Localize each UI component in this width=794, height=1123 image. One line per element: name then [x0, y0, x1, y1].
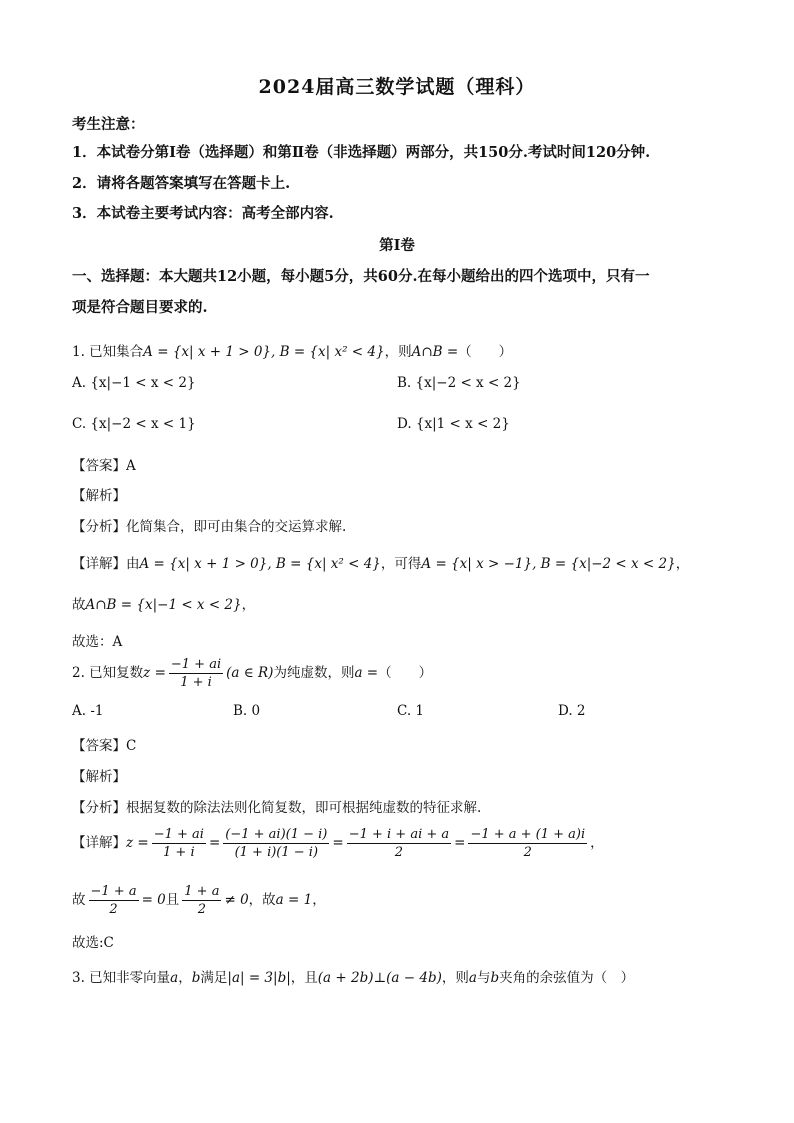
q2-so-mid: ，故 [248, 892, 276, 908]
q1-option-b: B. {x|−2 < x < 2} [397, 375, 521, 391]
q2-option-c: C. 1 [397, 703, 425, 719]
q1-option-c: C. {x|−2 < x < 1} [72, 416, 196, 432]
q2-so-and: 且 [165, 892, 180, 908]
q2-detail-frac-4 [468, 826, 587, 861]
part-one-line-2: 项是符合题目要求的. [72, 299, 208, 316]
q2-detail-prefix: 【详解】 [72, 835, 126, 851]
q1-stem [72, 340, 512, 360]
q3-vector-b: b [191, 970, 201, 986]
q2-z-label: z = [143, 665, 166, 681]
q3-stem-prefix: 3. 已知非零向量 [72, 970, 171, 986]
page-title: 2024届高三数学试题（理科） [258, 76, 536, 98]
q2-so [72, 883, 326, 918]
q1-detail-prefix: 【详解】由 [72, 556, 140, 572]
q1-stem-math2: A∩B = [411, 344, 459, 360]
q1-so-math: A∩B = {x|−1 < x < 2} [85, 597, 242, 613]
q1-answer: 【答案】A [72, 458, 136, 474]
q2-cond: (a ∈ R) [226, 665, 274, 681]
q2-detail-frac-4-den: 2 [523, 845, 532, 860]
q2-detail-frac-3-num: −1 + i + ai + a [348, 827, 450, 842]
q2-option-b: B. 0 [233, 703, 261, 719]
q2-detail-frac-1 [152, 826, 206, 861]
notice-heading: 考生注意： [72, 116, 145, 133]
q2-fraction [169, 656, 223, 691]
q2-answer: 【答案】C [72, 738, 137, 754]
q2-stem-math: a = [354, 665, 379, 681]
q1-stem-suffix: ，则 [384, 344, 412, 360]
q1-so-prefix: 故 [72, 597, 86, 613]
q2-option-d: D. 2 [558, 703, 586, 719]
q2-detail-frac-4-num: −1 + a + (1 + a)i [470, 827, 586, 842]
q3-perp-math: (a + 2b)⊥(a − 4b) [317, 970, 442, 986]
q1-stem-math: A = {x| x + 1 > 0}, B = {x| x² < 4} [143, 344, 385, 360]
q3-tail-mid: 与 [476, 970, 491, 986]
q1-detail [72, 552, 689, 572]
part-one-line-1: 一、选择题：本大题共12小题，每小题5分，共60分.在每小题给出的四个选项中，只有一 [72, 268, 650, 285]
q3-stem [72, 966, 634, 986]
q1-option-d: D. {x|1 < x < 2} [397, 416, 510, 432]
q3-vector-a: a [170, 970, 179, 986]
q2-stem [72, 656, 432, 691]
q3-tail-end: 夹角的余弦值为（ ） [499, 970, 635, 986]
q3-and-word: ，且 [290, 970, 318, 986]
q2-so-math: a = 1 [275, 892, 313, 908]
q1-option-a: A. {x|−1 < x < 2} [72, 375, 196, 391]
q1-analysis-label: 【解析】 [72, 488, 126, 504]
q3-cond-math: |a| = 3|b| [227, 970, 291, 986]
q2-so-frac-1-den: 2 [109, 902, 118, 917]
q2-so-frac-1 [89, 883, 139, 918]
q2-detail-frac-1-den: 1 + i [163, 845, 195, 860]
q2-so-frac-1-num: −1 + a [90, 884, 137, 899]
notice-item-3: 3．本试卷主要考试内容：高考全部内容. [72, 205, 334, 222]
q2-so-ne: ≠ 0 [224, 892, 249, 908]
q2-so-frac-2-num: 1 + a [184, 884, 220, 899]
q3-tail-b: b [490, 970, 500, 986]
q2-fenxi: 【分析】根据复数的除法法则化简复数，即可根据纯虚数的特征求解. [72, 800, 482, 816]
q2-detail: 【详解】z = $\frac{-1 + ai}{1 + i}$ = $\frac{(-1 + ai)(1 - i)}{(1 + i)(1 - i)}$ = $\frac{-1 + i + ai + a}{2}$ = $\frac{-1 + a + (1 + a)i}{2}$ ， [72, 827, 604, 860]
q2-analysis-label: 【解析】 [72, 769, 126, 785]
q2-option-a: A. -1 [72, 703, 104, 719]
q3-sep: ， [178, 970, 192, 986]
q1-detail-mid: ，可得 [380, 556, 422, 572]
notice-item-1: 1．本试卷分第Ⅰ卷（选择题）和第Ⅱ卷（非选择题）两部分，共150分.考试时间120分钟. [72, 144, 651, 161]
q2-detail-z: z = [126, 835, 149, 851]
q2-so-eq: = 0 [141, 892, 166, 908]
q2-so-frac-2 [182, 883, 221, 918]
q2-stem-prefix: 2. 已知复数 [72, 665, 144, 681]
q2-frac-den: 1 + i [180, 675, 212, 690]
q2-frac-num: −1 + ai [170, 657, 222, 672]
q2-stem-end: （ ） [378, 665, 433, 681]
q2-stem-mid: 为纯虚数，则 [273, 665, 355, 681]
q2-so-frac-2-den: 2 [197, 902, 207, 917]
q1-so [72, 593, 255, 613]
q2-detail-frac-3 [347, 826, 451, 861]
q1-detail-math: A = {x| x + 1 > 0}, B = {x| x² < 4} [139, 556, 381, 572]
q1-detail-end: ， [675, 556, 690, 572]
q2-so-prefix: 故 [72, 892, 86, 908]
q2-detail-frac-2-num: (−1 + ai)(1 − i) [225, 827, 328, 842]
q2-detail-frac-2 [223, 826, 329, 861]
q2-choice: 故选:C [72, 935, 114, 951]
q2-detail-end: ， [590, 835, 604, 851]
q2-detail-frac-1-num: −1 + ai [153, 827, 204, 842]
q3-tail-prefix: ，则 [441, 970, 469, 986]
section-heading: 第Ⅰ卷 [379, 237, 415, 254]
notice-item-2: 2．请将各题答案填写在答题卡上. [72, 175, 291, 192]
q2-so-end: ， [312, 892, 326, 908]
q2-detail-frac-2-den: (1 + i)(1 − i) [234, 845, 319, 860]
q1-stem-prefix: 1. 已知集合 [72, 344, 144, 360]
q1-stem-end: （ ） [458, 344, 513, 360]
q1-fenxi: 【分析】化简集合，即可由集合的交运算求解. [72, 519, 347, 535]
q1-detail-math2: A = {x| x > −1}, B = {x|−2 < x < 2} [421, 556, 676, 572]
q3-cond-word: 满足 [200, 970, 228, 986]
q2-detail-frac-3-den: 2 [394, 845, 404, 860]
q1-so-end: ， [241, 597, 256, 613]
q3-tail-a: a [468, 970, 477, 986]
q1-choice: 故选：A [72, 634, 123, 650]
